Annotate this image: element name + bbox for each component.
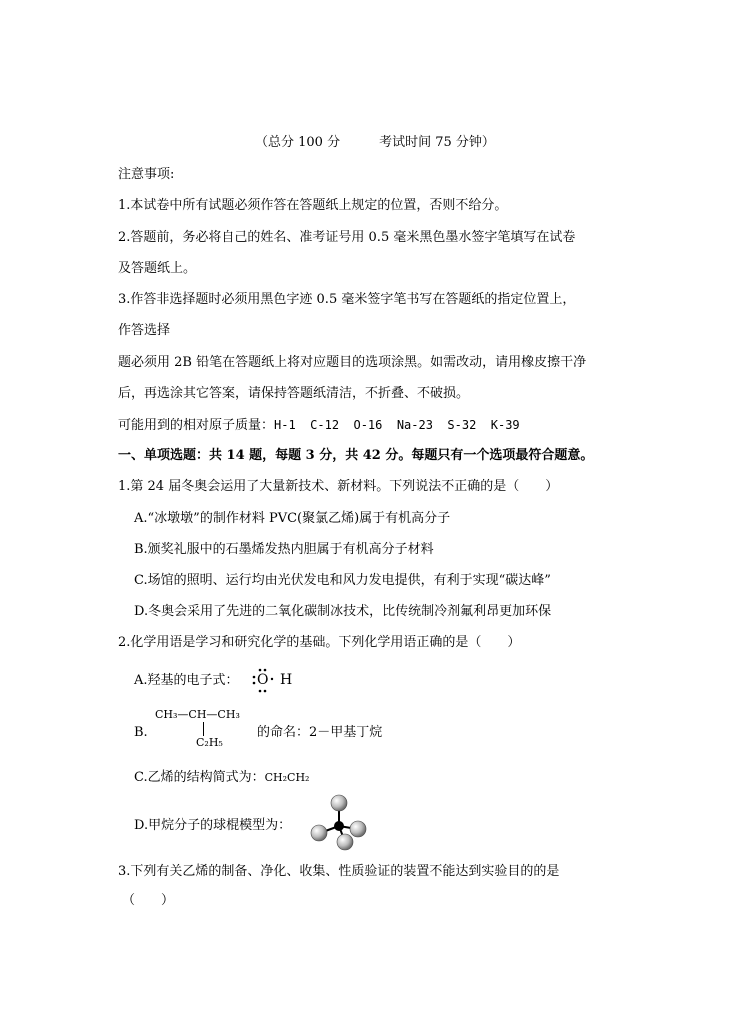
hydrogen-ball-right (350, 821, 366, 837)
option-c-text: C.乙烯的结构简式为： (134, 770, 265, 785)
atomic-masses (118, 417, 520, 434)
structural-formula-main-chain: CH₃—CH—CH₃ (155, 708, 240, 721)
structural-formula-bond (203, 722, 204, 736)
note-3-line-4: 后，再选涂其它答案，请保持答题纸清洁，不折叠、不破损。 (118, 386, 470, 401)
notes-title: 注意事项: (118, 167, 175, 182)
section-1-title: 一、单项选题：共 14 题，每题 3 分，共 42 分。每题只有一个选项最符合题意。 (118, 448, 594, 463)
question-1-stem: 1.第 24 届冬奥会运用了大量新技术、新材料。下列说法不正确的是（ ） (118, 479, 559, 494)
hydrogen-ball-bottom (337, 834, 353, 850)
ethylene-formula: CH₂CH₂ (264, 771, 310, 784)
question-1-option-b: B.颁奖礼服中的石墨烯发热内胆属于有机高分子材料 (134, 542, 434, 557)
note-1: 1.本试卷中所有试题必须作答在答题纸上规定的位置，否则不给分。 (118, 198, 508, 213)
question-1-option-c: C.场馆的照明、运行均由光伏发电和风力发电提供，有利于实现“碳达峰” (134, 573, 551, 588)
note-3-line-1: 3.作答非选择题时必须用黑色字迹 0.5 毫米签字笔书写在答题纸的指定位置上， (118, 292, 576, 307)
question-3-stem: 3.下列有关乙烯的制备、净化、收集、性质验证的装置不能达到实验目的的是 (118, 864, 560, 879)
hydrogen-ball-top (331, 795, 347, 811)
methane-ball-stick-model (308, 793, 370, 851)
hydroxyl-electron-formula (248, 666, 298, 694)
question-2-stem: 2.化学用语是学习和研究化学的基础。下列化学用语正确的是（ ） (118, 635, 521, 650)
carbon-ball (334, 821, 344, 831)
question-1-option-a: A.“冰墩墩”的制作材料 PVC(聚氯乙烯)属于有机高分子 (134, 511, 451, 526)
note-3-line-3: 题必须用 2B 铅笔在答题纸上将对应题目的选项涂黑。如需改动，请用橡皮擦干净 (118, 355, 587, 370)
hydrogen-ball-left (311, 825, 327, 841)
atomic-masses-label: 可能用到的相对原子质量： (118, 418, 275, 433)
question-3-answer-paren: （ ） (122, 893, 175, 908)
hydrogen-symbol: H (280, 672, 293, 688)
structural-formula-branch: C₂H₅ (196, 736, 223, 749)
oxygen-symbol: O (257, 672, 269, 688)
note-2-line-2: 及答题纸上。 (118, 261, 197, 276)
exam-header: （总分 100 分 考试时间 75 分钟） (255, 135, 495, 150)
question-1-option-d: D.冬奥会采用了先进的二氧化碳制冰技术，比传统制冷剂氟利昂更加环保 (134, 604, 552, 619)
question-2-option-a (134, 673, 239, 689)
note-2-line-1: 2.答题前，务必将自己的姓名、准考证号用 0.5 毫米黑色墨水签字笔填写在试卷 (118, 230, 576, 245)
question-2-option-d: D.甲烷分子的球棍模型为： (134, 818, 292, 833)
question-2-option-b-text: 的命名：2－甲基丁烷 (257, 725, 383, 740)
atomic-masses-values: H-1 C-12 O-16 Na-23 S-32 K-39 (274, 418, 520, 432)
note-3-line-2: 作答选择 (118, 323, 171, 338)
question-2-option-b-label: B. (134, 725, 148, 740)
option-a-text: A.羟基的电子式： (134, 673, 239, 688)
question-2-option-c (134, 770, 309, 786)
